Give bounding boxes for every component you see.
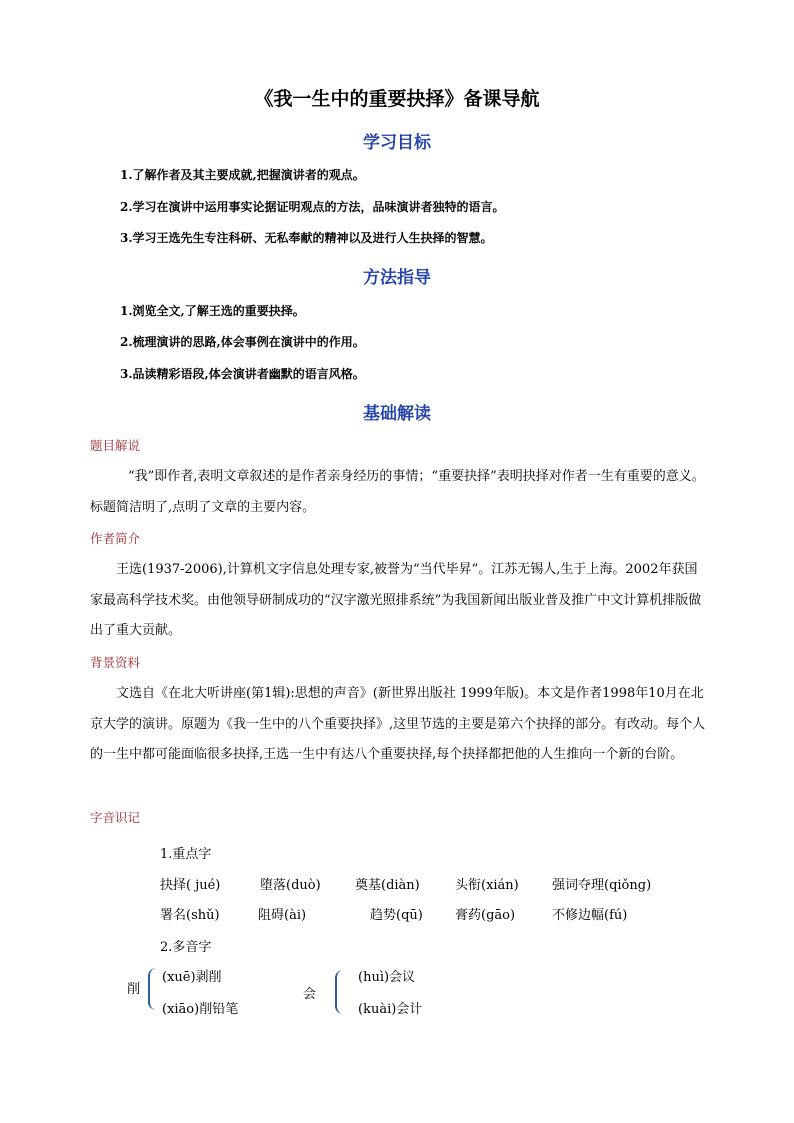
pinyin-item: 阻碍(ài) bbox=[258, 908, 307, 923]
method-item: 2.梳理演讲的思路,体会事例在演讲中的作用。 bbox=[120, 335, 365, 349]
polyphone-reading: (xiāo)削铅笔 bbox=[162, 1002, 239, 1017]
background-label: 背景资料 bbox=[90, 655, 141, 670]
method-item: 1.浏览全文,了解王选的重要抉择。 bbox=[120, 304, 305, 318]
pronunciation-label: 字音识记 bbox=[90, 810, 141, 825]
polyphone-reading: (kuài)会计 bbox=[358, 1002, 423, 1017]
polyphone-reading: (xuē)剥削 bbox=[162, 970, 222, 985]
pinyin-item: 抉择( jué) bbox=[160, 878, 221, 893]
pinyin-item: 膏药(gāo) bbox=[455, 908, 516, 923]
pinyin-item: 堕落(duò) bbox=[260, 878, 321, 893]
pinyin-item: 头衔(xián) bbox=[455, 878, 519, 893]
brace-icon bbox=[335, 970, 347, 1014]
page-title: 《我一生中的重要抉择》备课导航 bbox=[254, 88, 540, 110]
objectives-heading: 学习目标 bbox=[363, 133, 431, 153]
polyphone-reading: (huì)会议 bbox=[358, 970, 416, 985]
methods-heading: 方法指导 bbox=[363, 268, 431, 288]
polyphone-label: 2.多音字 bbox=[160, 940, 212, 955]
pinyin-item: 强词夺理(qiǒng) bbox=[552, 878, 652, 893]
objective-item: 3.学习王选先生专注科研、无私奉献的精神以及进行人生抉择的智慧。 bbox=[120, 231, 493, 245]
title-explain-text: “我”即作者,表明文章叙述的是作者亲身经历的事情；“重要抉择”表明抉择对作者一生有重要的意义。标题简洁明了,点明了文章的主要内容。 bbox=[90, 469, 705, 515]
objective-item: 1.了解作者及其主要成就,把握演讲者的观点。 bbox=[120, 168, 365, 182]
title-explain-label: 题目解说 bbox=[90, 438, 141, 453]
pinyin-item: 署名(shǔ) bbox=[160, 908, 220, 923]
basics-heading: 基础解读 bbox=[363, 404, 431, 424]
objective-item: 2.学习在演讲中运用事实论据证明观点的方法，品味演讲者独特的语言。 bbox=[120, 200, 505, 214]
key-chars-label: 1.重点字 bbox=[160, 847, 212, 862]
polyphone-char: 会 bbox=[303, 987, 317, 1002]
polyphone-char: 削 bbox=[127, 982, 141, 997]
author-label: 作者简介 bbox=[90, 531, 141, 546]
pinyin-item: 趋势(qū) bbox=[370, 908, 423, 923]
method-item: 3.品读精彩语段,体会演讲者幽默的语言风格。 bbox=[120, 367, 365, 381]
pinyin-item: 奠基(diàn) bbox=[355, 878, 420, 893]
author-text: 王选(1937-2006),计算机文字信息处理专家,被誉为“当代毕昇”。江苏无锡人,生于上海。2002年获国家最高科学技术奖。由他领导研制成功的“汉字激光照排系统”为我国新闻出版业普及推广中文计算机排版做出了重大贡献。 bbox=[90, 562, 702, 638]
brace-icon bbox=[148, 968, 160, 1010]
pinyin-item: 不修边幅(fú) bbox=[552, 908, 628, 923]
background-text: 文选自《在北大听讲座(第1辑):思想的声音》(新世界出版社 1999年版)。本文是作者1998年10月在北京大学的演讲。原题为《我一生中的八个重要抉择》,这里节选的主要是第六个抉择的部分。有改动。每个人的一生中都可能面临很多抉择,王选一生中有达八个重要抉择,每个抉择都把他的人生推向一个新的台阶。 bbox=[90, 686, 706, 762]
